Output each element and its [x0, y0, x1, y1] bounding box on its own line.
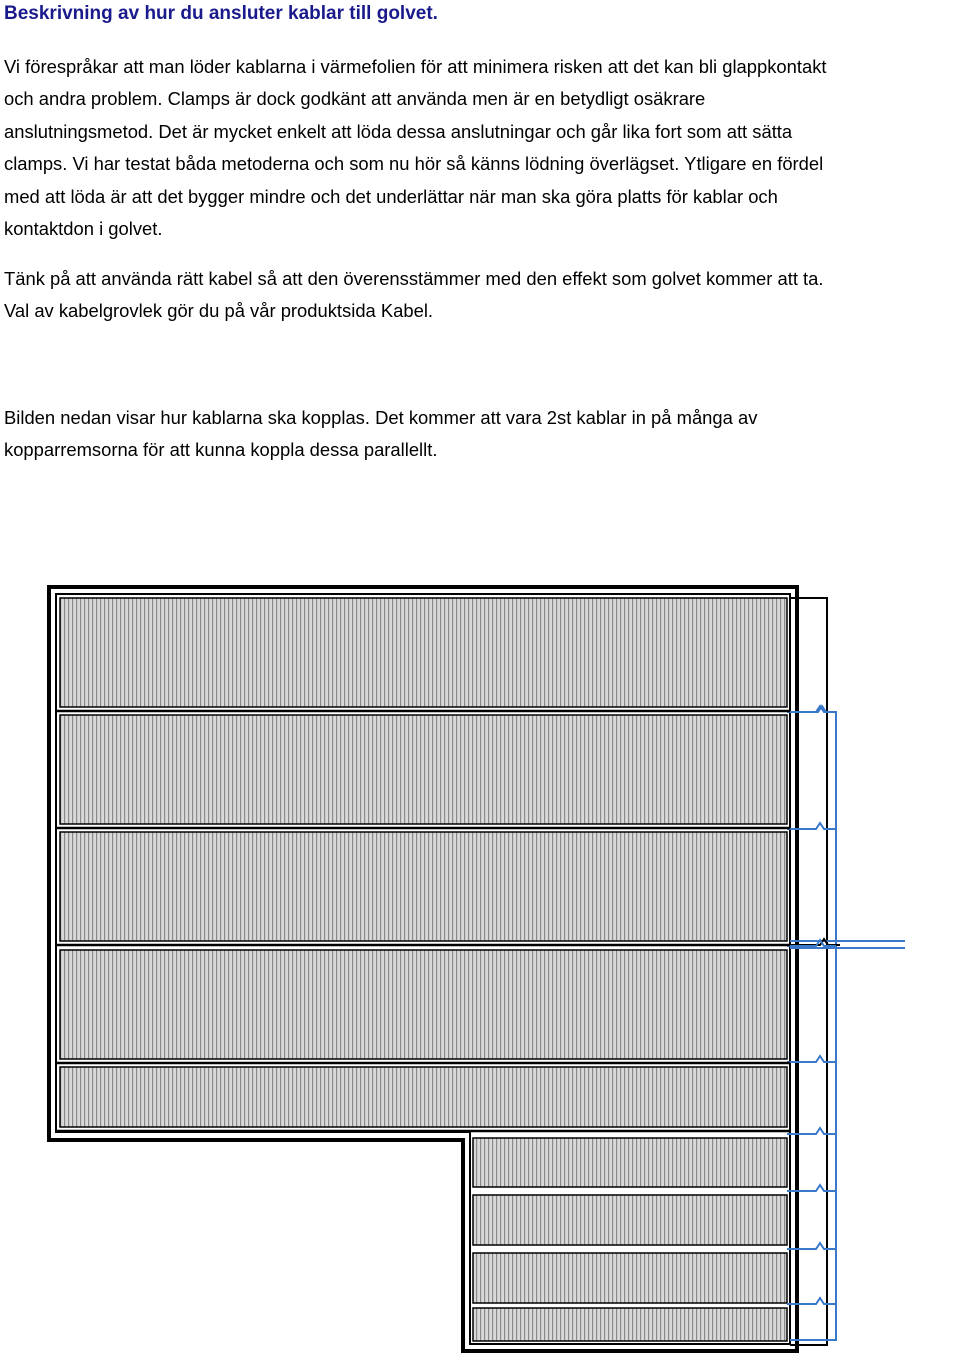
- text-line: Tänk på att använda rätt kabel så att den överensstämmer med den effekt som golvet kommer att ta.: [4, 268, 824, 289]
- foil-strip: [473, 1308, 787, 1341]
- text-line: Val av kabelgrovlek gör du på vår produktsida Kabel.: [4, 300, 434, 322]
- foil-strip: [473, 1195, 787, 1245]
- blue-cable-tap: [787, 1185, 836, 1191]
- text-line: clamps. Vi har testat båda metoderna och som nu hör så känns lödning överlägset. Ytligare en fördel: [4, 153, 824, 175]
- foil-strip: [60, 715, 787, 824]
- blue-cable-tap: [787, 706, 836, 712]
- foil-strips: [60, 598, 787, 1341]
- blue-cable-tap: [787, 1298, 836, 1304]
- text-line: och andra problem. Clamps är dock godkänt att använda men är en betydligt osäkrare: [4, 88, 706, 110]
- text-line: med att löda är att det bygger mindre och det underlättar när man ska göra platts för kablar och: [4, 185, 778, 207]
- text-line: anslutningsmetod. Det är mycket enkelt att löda dessa anslutningar och går lika fort som att sätta: [4, 120, 793, 142]
- paragraph-soldering-advice: [4, 51, 956, 245]
- foil-strip: [60, 832, 787, 941]
- paragraph-wiring-description: [4, 402, 956, 467]
- paragraph-cable-selection: [4, 263, 956, 328]
- foil-strip: [473, 1138, 787, 1187]
- text-line: Bilden nedan visar hur kablarna ska kopplas. Det kommer att vara 2st kablar in på många av: [4, 407, 758, 428]
- blue-cable-tap: [787, 823, 836, 829]
- foil-strip: [60, 950, 787, 1059]
- text-line: kontaktdon i golvet.: [4, 218, 163, 240]
- wiring-diagram: [0, 560, 960, 1354]
- blue-cable-tap: [787, 1056, 836, 1062]
- blue-cable-tap: [787, 1128, 836, 1134]
- text-line: kopparremsorna för att kunna koppla dessa parallellt.: [4, 439, 438, 461]
- blue-cable-tap: [787, 1243, 836, 1249]
- foil-strip: [473, 1253, 787, 1303]
- foil-strip: [60, 1067, 787, 1127]
- foil-strip: [60, 598, 787, 707]
- text-line: Vi förespråkar att man löder kablarna i värmefolien för att minimera risken att det kan bli glappkontakt: [4, 56, 827, 77]
- document-title: Beskrivning av hur du ansluter kablar till golvet.: [4, 3, 438, 24]
